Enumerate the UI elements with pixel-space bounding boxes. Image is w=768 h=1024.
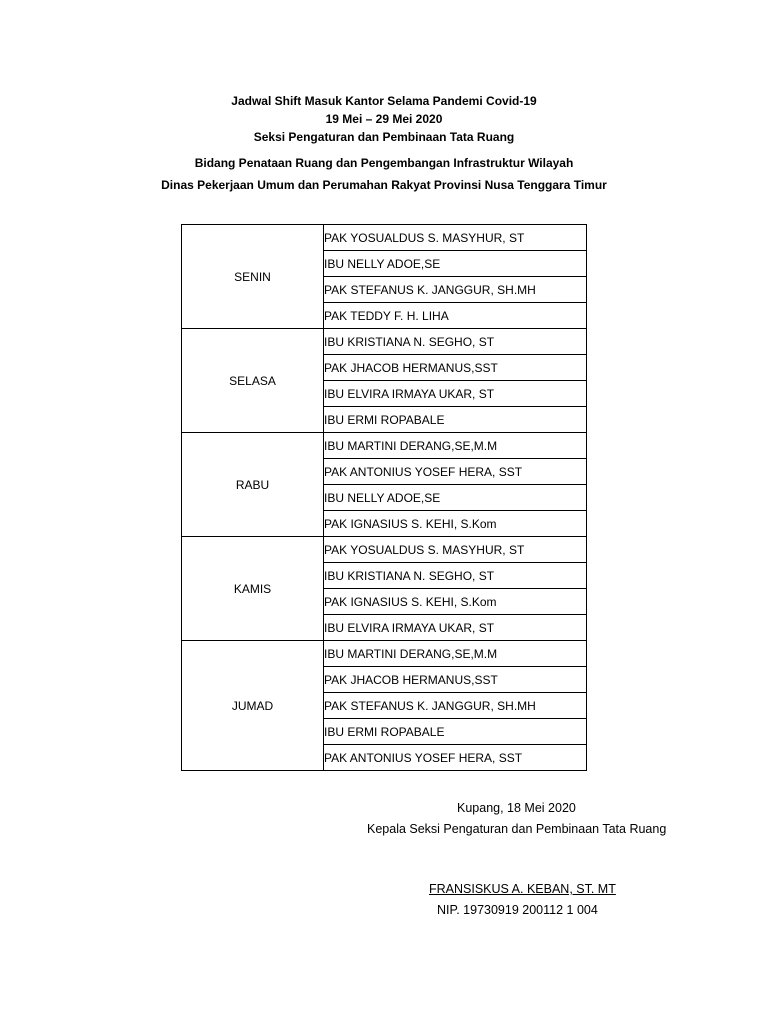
- staff-name-cell: PAK YOSUALDUS S. MASYHUR, ST: [324, 537, 587, 563]
- staff-name-cell: IBU MARTINI DERANG,SE,M.M: [324, 641, 587, 667]
- place-date: Kupang, 18 Mei 2020: [457, 801, 576, 815]
- staff-name-cell: IBU KRISTIANA N. SEGHO, ST: [324, 563, 587, 589]
- staff-name-cell: PAK STEFANUS K. JANGGUR, SH.MH: [324, 693, 587, 719]
- staff-name-cell: PAK STEFANUS K. JANGGUR, SH.MH: [324, 277, 587, 303]
- signer-position: Kepala Seksi Pengaturan dan Pembinaan Tata Ruang: [367, 822, 667, 836]
- staff-name-cell: PAK IGNASIUS S. KEHI, S.Kom: [324, 589, 587, 615]
- staff-name-cell: IBU ELVIRA IRMAYA UKAR, ST: [324, 381, 587, 407]
- staff-name-cell: IBU KRISTIANA N. SEGHO, ST: [324, 329, 587, 355]
- staff-name-cell: IBU ELVIRA IRMAYA UKAR, ST: [324, 615, 587, 641]
- staff-name-cell: PAK JHACOB HERMANUS,SST: [324, 355, 587, 381]
- staff-name-cell: IBU MARTINI DERANG,SE,M.M: [324, 433, 587, 459]
- day-cell: SELASA: [182, 329, 324, 433]
- table-row: [182, 433, 587, 459]
- table-row: [182, 329, 587, 355]
- division-name: Bidang Penataan Ruang dan Pengembangan Infrastruktur Wilayah: [194, 156, 574, 170]
- day-cell: JUMAD: [182, 641, 324, 771]
- shift-schedule-table: [181, 224, 587, 771]
- section-name: Seksi Pengaturan dan Pembinaan Tata Ruang: [253, 130, 515, 144]
- staff-name-cell: PAK ANTONIUS YOSEF HERA, SST: [324, 459, 587, 485]
- staff-name-cell: PAK YOSUALDUS S. MASYHUR, ST: [324, 225, 587, 251]
- document-title: Jadwal Shift Masuk Kantor Selama Pandemi Covid-19: [231, 94, 537, 108]
- table-row: [182, 537, 587, 563]
- staff-name-cell: IBU ERMI ROPABALE: [324, 407, 587, 433]
- staff-name-cell: PAK IGNASIUS S. KEHI, S.Kom: [324, 511, 587, 537]
- staff-name-cell: IBU NELLY ADOE,SE: [324, 251, 587, 277]
- day-cell: RABU: [182, 433, 324, 537]
- agency-name: Dinas Pekerjaan Umum dan Perumahan Rakyat Provinsi Nusa Tenggara Timur: [161, 178, 607, 192]
- date-range: 19 Mei – 29 Mei 2020: [325, 112, 443, 126]
- staff-name-cell: IBU ERMI ROPABALE: [324, 719, 587, 745]
- day-cell: KAMIS: [182, 537, 324, 641]
- staff-name-cell: PAK TEDDY F. H. LIHA: [324, 303, 587, 329]
- staff-name-cell: IBU NELLY ADOE,SE: [324, 485, 587, 511]
- staff-name-cell: PAK ANTONIUS YOSEF HERA, SST: [324, 745, 587, 771]
- staff-name-cell: PAK JHACOB HERMANUS,SST: [324, 667, 587, 693]
- day-cell: SENIN: [182, 225, 324, 329]
- table-row: [182, 225, 587, 251]
- signer-name: FRANSISKUS A. KEBAN, ST. MT: [429, 882, 616, 896]
- signer-nip: NIP. 19730919 200112 1 004: [437, 903, 598, 917]
- table-row: [182, 641, 587, 667]
